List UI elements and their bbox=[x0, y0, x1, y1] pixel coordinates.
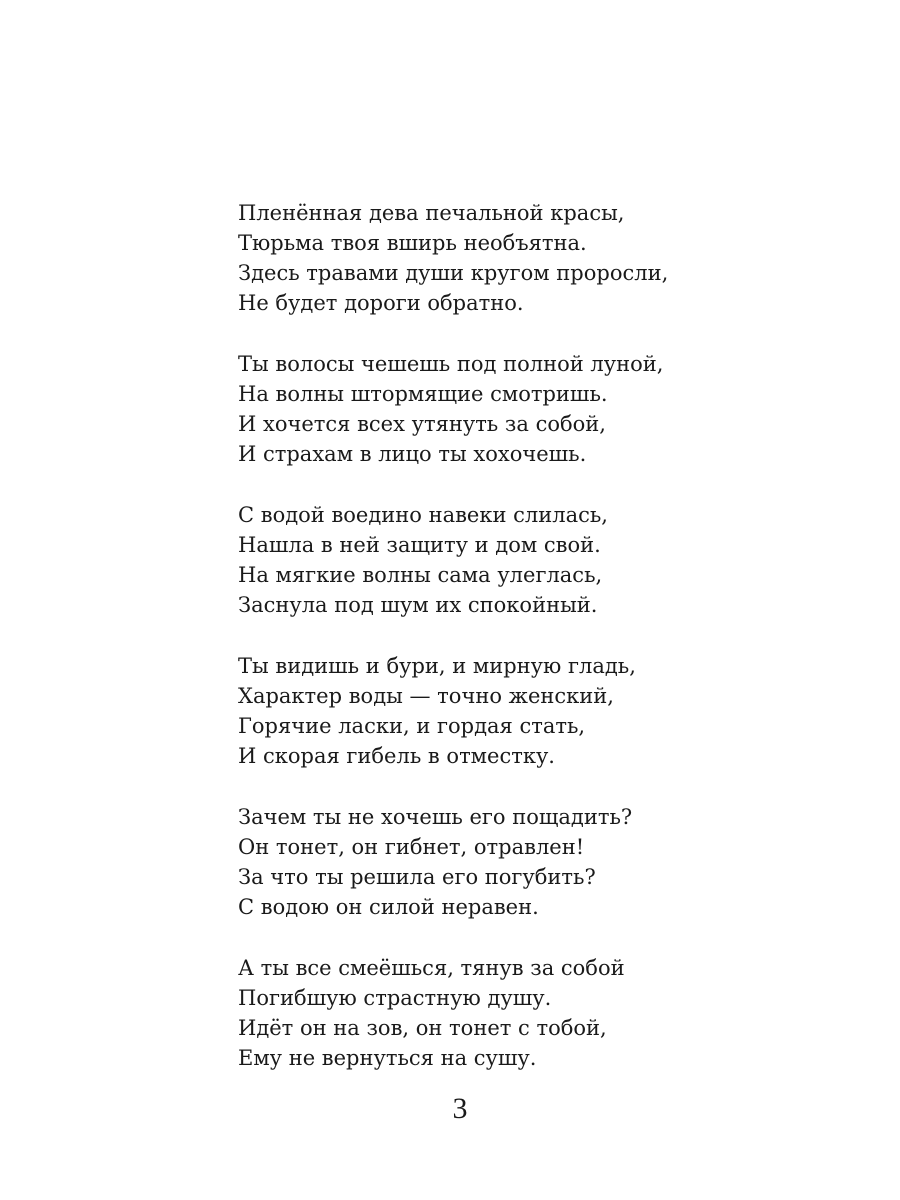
poem-line: Идёт он на зов, он тонет с тобой, bbox=[238, 1016, 607, 1040]
poem-line: И хочется всех утянуть за собой, bbox=[238, 412, 606, 436]
poem-line: Заснула под шум их спокойный. bbox=[238, 593, 598, 617]
poem-line: На волны штормящие смотришь. bbox=[238, 382, 608, 406]
poem-line: А ты все смеёшься, тянув за собой bbox=[238, 956, 625, 980]
poem-line: На мягкие волны сама улеглась, bbox=[238, 563, 603, 587]
poem-body bbox=[238, 198, 798, 1104]
poem-line: И скорая гибель в отместку. bbox=[238, 744, 555, 768]
poem-line: Характер воды — точно женский, bbox=[238, 684, 614, 708]
poem-line: Не будет дороги обратно. bbox=[238, 291, 524, 315]
stanza-4 bbox=[238, 651, 798, 771]
poem-line: Он тонет, он гибнет, отравлен! bbox=[238, 835, 585, 859]
stanza-2 bbox=[238, 349, 798, 469]
poem-line: Зачем ты не хочешь его пощадить? bbox=[238, 805, 633, 829]
poem-line: За что ты решила его погубить? bbox=[238, 865, 596, 889]
poem-line: Погибшую страстную душу. bbox=[238, 986, 552, 1010]
poem-line: Ты волосы чешешь под полной луной, bbox=[238, 352, 664, 376]
stanza-5 bbox=[238, 802, 798, 922]
poem-line: И страхам в лицо ты хохочешь. bbox=[238, 442, 587, 466]
stanza-3 bbox=[238, 500, 798, 620]
poem-line: С водою он силой неравен. bbox=[238, 895, 539, 919]
poem-line: С водой воедино навеки слилась, bbox=[238, 503, 608, 527]
poem-line: Ты видишь и бури, и мирную гладь, bbox=[238, 654, 636, 678]
stanza-1 bbox=[238, 198, 798, 318]
page-number: 3 bbox=[452, 1092, 468, 1125]
poem-line: Пленённая дева печальной красы, bbox=[238, 201, 625, 225]
poem-line: Здесь травами души кругом проросли, bbox=[238, 261, 669, 285]
stanza-6 bbox=[238, 953, 798, 1073]
poem-line: Тюрьма твоя вширь необъятна. bbox=[238, 231, 587, 255]
poem-line: Ему не вернуться на сушу. bbox=[238, 1046, 537, 1070]
poem-line: Нашла в ней защиту и дом свой. bbox=[238, 533, 601, 557]
poem-line: Горячие ласки, и гордая стать, bbox=[238, 714, 586, 738]
